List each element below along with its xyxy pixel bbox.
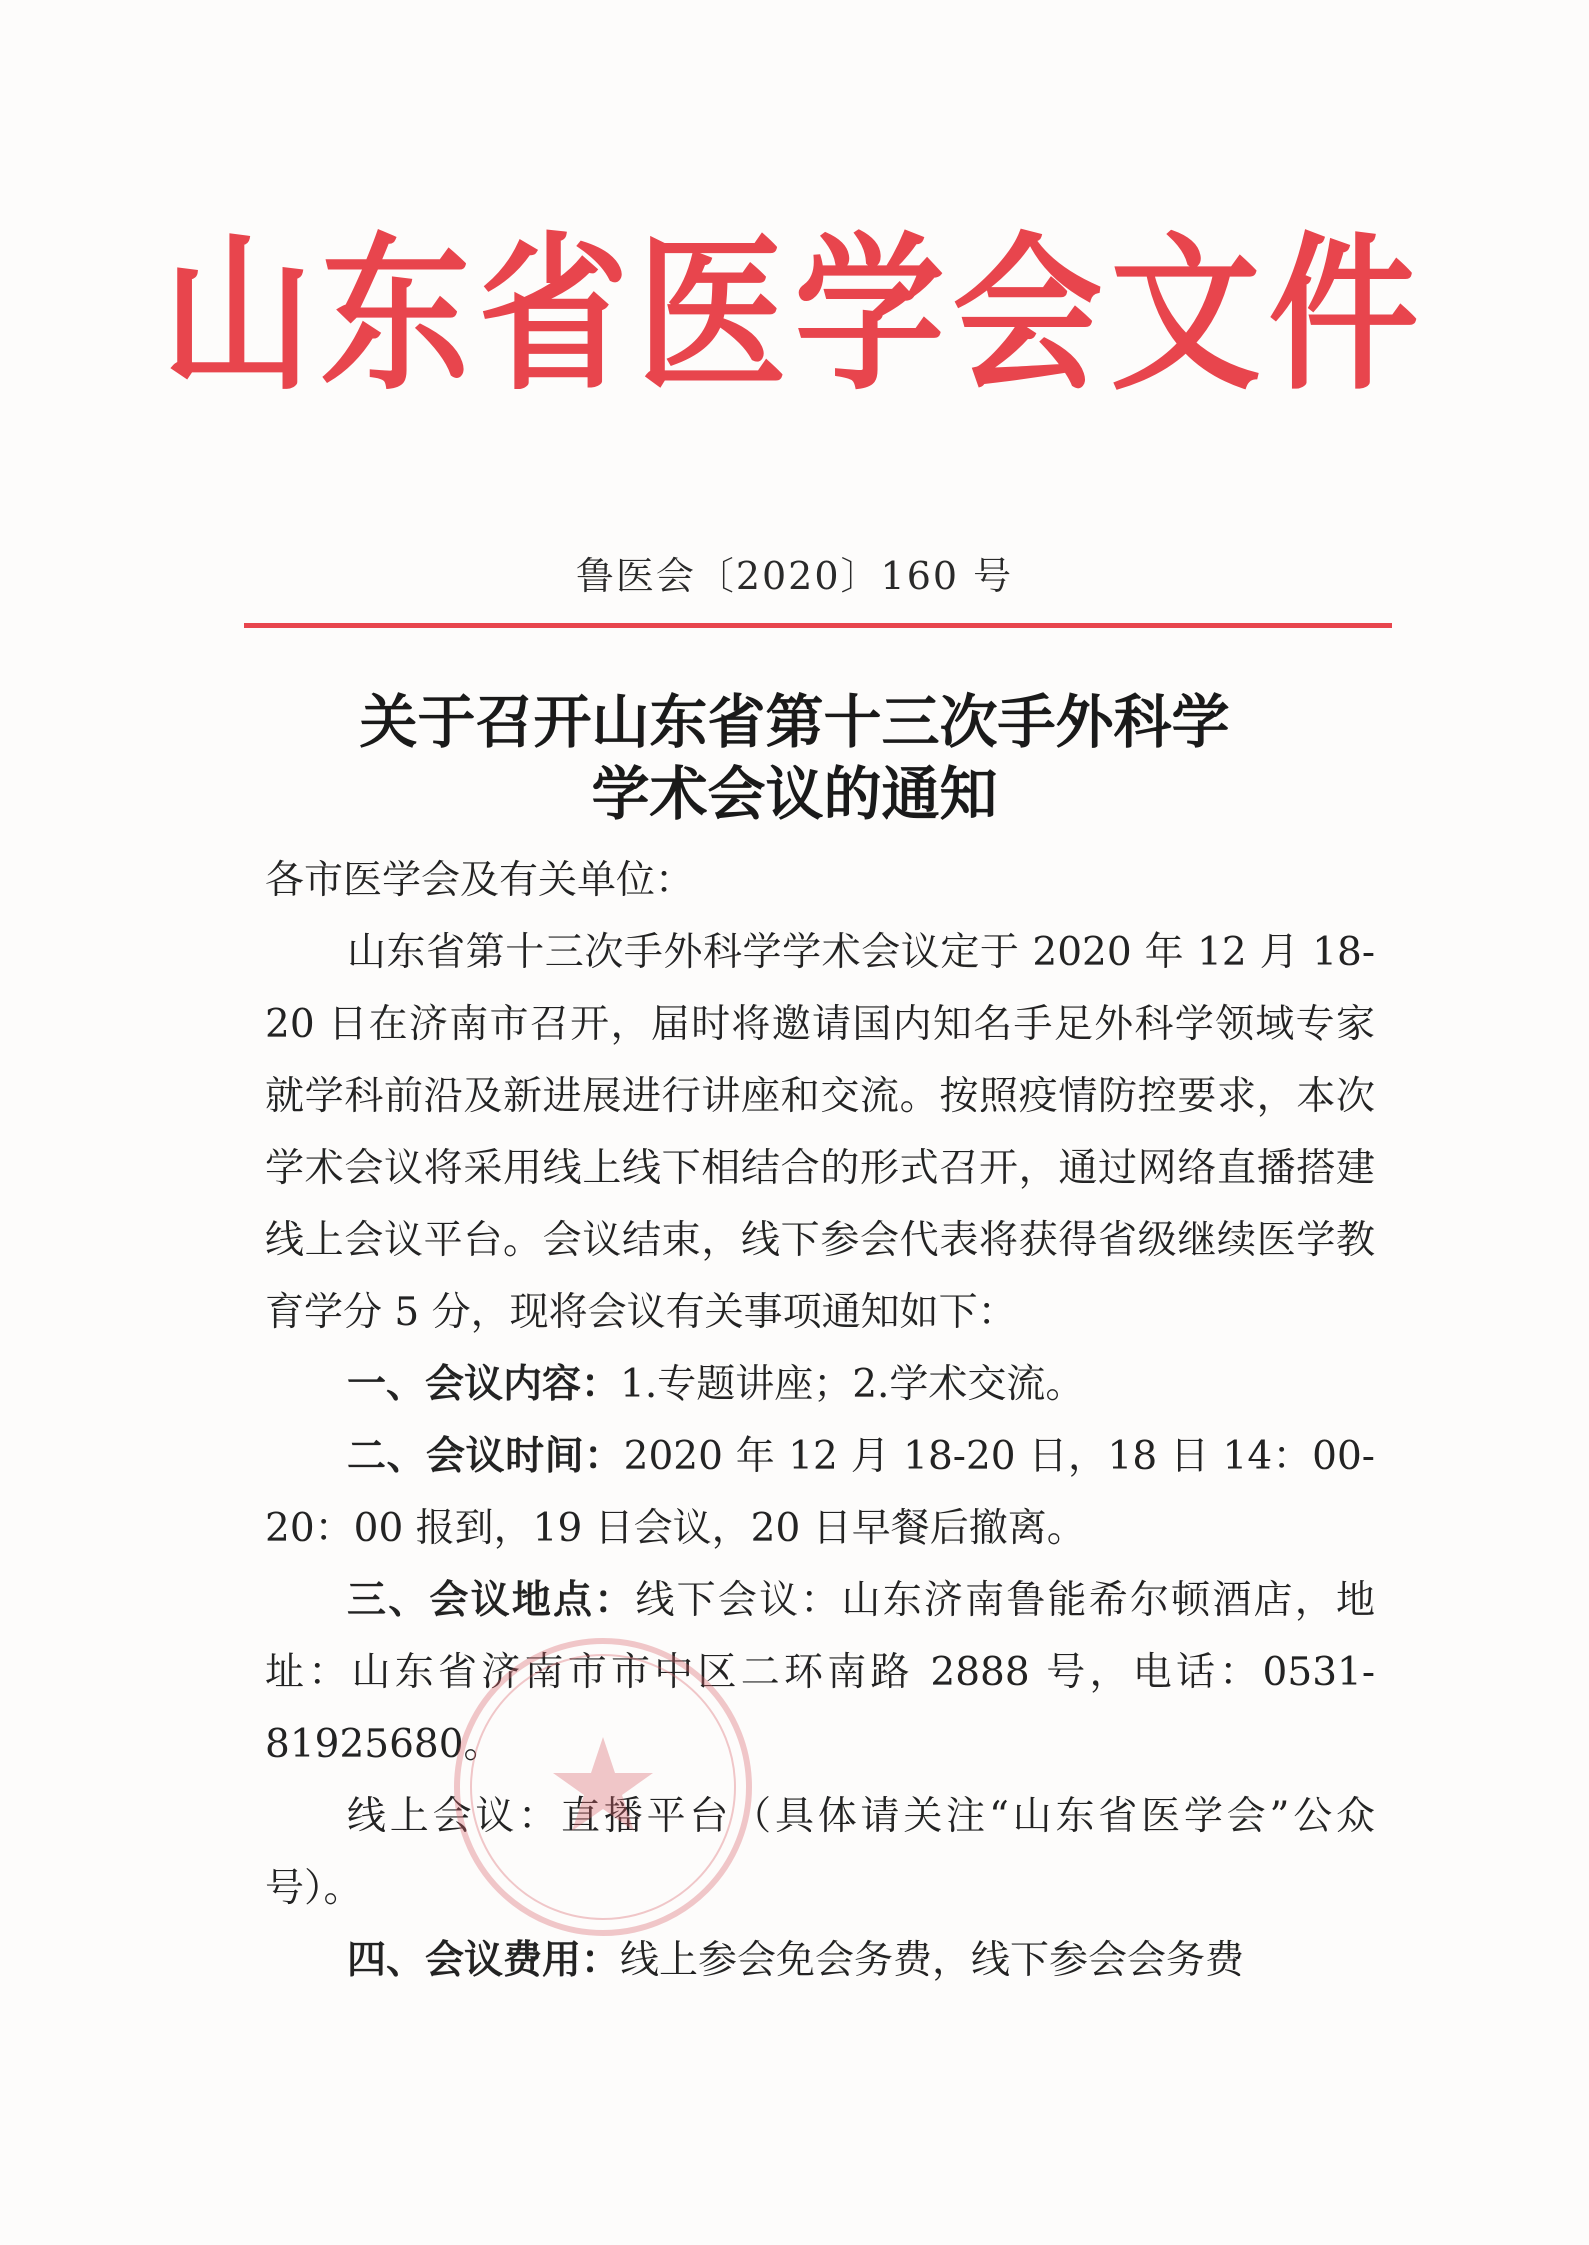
section-content-heading: 一、会议内容： (347, 1362, 621, 1407)
red-separator-line (244, 623, 1392, 628)
notice-title (0, 686, 1589, 830)
issuer-header-title: 山东省医学会文件 (162, 218, 1427, 414)
section-fee-heading: 四、会议费用： (347, 1938, 621, 1983)
section-fee (265, 1925, 1375, 1997)
salutation: 各市医学会及有关单位： (265, 858, 695, 903)
section-time-heading: 二、会议时间： (347, 1434, 624, 1479)
section-location (265, 1565, 1375, 1781)
intro-paragraph: 山东省第十三次手外科学学术会议定于 2020 年 12 月 18-20 日在济南市召开，届时将邀请国内知名手足外科学领域专家就学科前沿及新进展进行讲座和交流。按照疫情防控要求，本次学术会议将采用线上线下相结合的形式召开，通过网络直播搭建线上会议平台。会议结束，线下参会代表将获得省级继续医学教育学分 5 分，现将会议有关事项通知如下： (265, 930, 1375, 1335)
notice-title-line-1: 关于召开山东省第十三次手外科学 (359, 688, 1230, 756)
section-content-text: 1.专题讲座；2.学术交流。 (620, 1362, 1085, 1407)
seal-star-icon (553, 1737, 653, 1831)
section-location-heading: 三、会议地点： (347, 1578, 636, 1623)
section-location-text: 线下会议：山东济南鲁能希尔顿酒店，地址：山东省济南市市中区二环南路 2888 号，电话：0531-81925680。 (265, 1578, 1375, 1767)
online-meeting-paragraph: 线上会议：直播平台（具体请关注“山东省医学会”公众号）。 (265, 1794, 1375, 1911)
official-seal-stamp (448, 1632, 758, 1942)
document-number: 鲁医会〔2020〕160 号 (575, 554, 1014, 598)
section-time-text: 2020 年 12 月 18-20 日，18 日 14：00-20：00 报到，19 日会议，20 日早餐后撤离。 (265, 1434, 1375, 1551)
section-content (265, 1349, 1375, 1421)
notice-body (265, 845, 1375, 1997)
section-fee-text: 线上参会免会务费，线下参会会务费 (620, 1938, 1245, 1983)
section-time (265, 1421, 1375, 1565)
notice-title-line-2: 学术会议的通知 (591, 760, 998, 828)
